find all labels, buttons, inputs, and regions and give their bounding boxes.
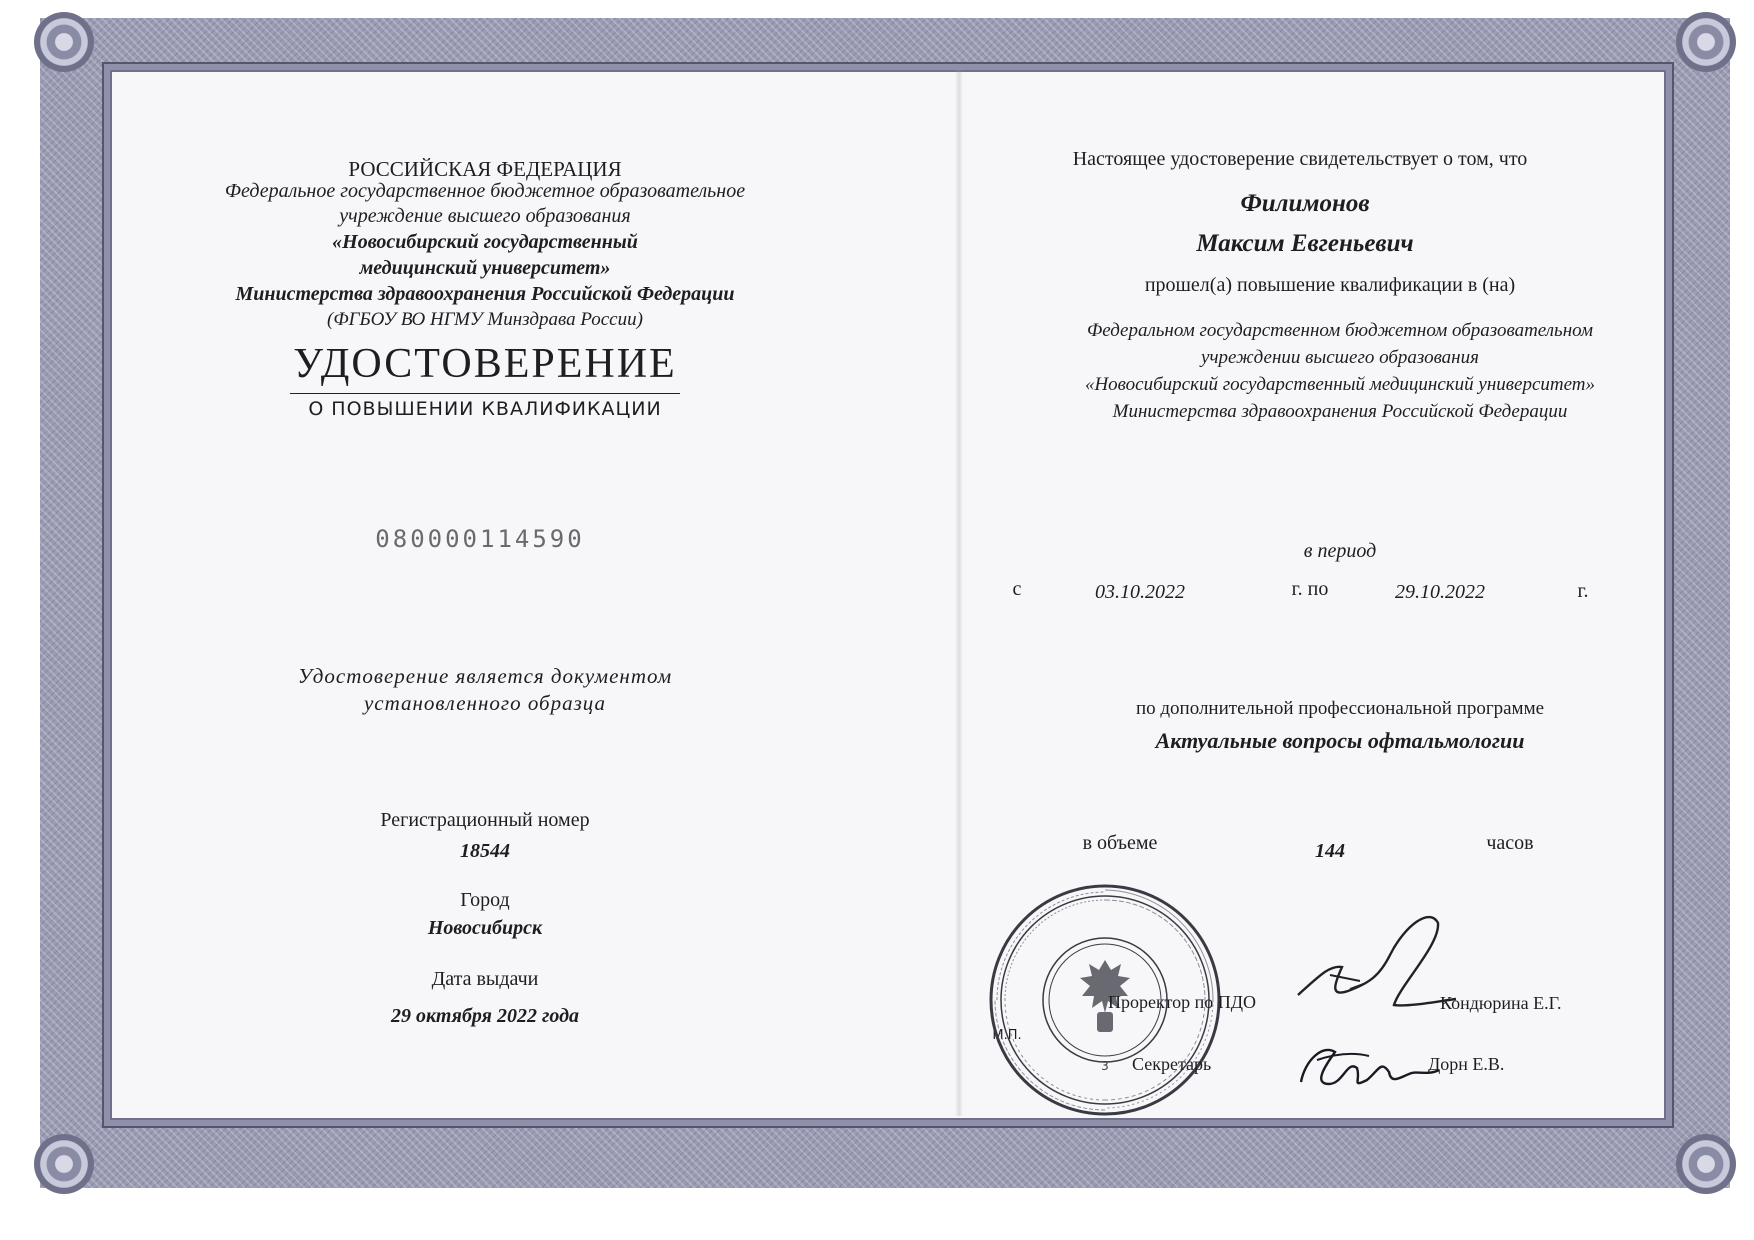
to-label: г. по xyxy=(1291,578,1329,600)
volume-value: 144 xyxy=(1315,840,1345,862)
signature-secretary-icon xyxy=(1295,1030,1445,1100)
signer2-name: Дорн Е.В. xyxy=(1428,1054,1505,1074)
signer1-role: Проректор по ПДО xyxy=(1108,992,1257,1012)
signature-vice-rector-icon xyxy=(1290,905,1460,1025)
issue-date-value: 29 октября 2022 года xyxy=(390,1005,580,1027)
serial-number: 080000114590 xyxy=(375,525,585,553)
signer2-role: Секретарь xyxy=(1132,1054,1212,1074)
org-line: учреждение высшего образования xyxy=(339,205,631,227)
hours-label: часов xyxy=(1486,832,1534,854)
date-from: 03.10.2022 xyxy=(1095,581,1185,603)
signer1-name: Кондюрина Е.Г. xyxy=(1440,993,1562,1013)
svg-text:3: 3 xyxy=(1101,1059,1109,1073)
corner-ornament-icon xyxy=(1676,12,1736,72)
note-line: Удостоверение является документом xyxy=(297,664,673,688)
corner-ornament-icon xyxy=(34,1134,94,1194)
corner-ornament-icon xyxy=(34,12,94,72)
period-label: в период xyxy=(1303,540,1377,562)
corner-ornament-icon xyxy=(1676,1134,1736,1194)
institution-line: Федеральном государственном бюджетном образовательном xyxy=(1086,320,1594,341)
note-line: установленного образца xyxy=(363,691,607,715)
institution-line: Министерства здравоохранения Российской Федерации xyxy=(1112,401,1568,422)
program-label: по дополнительной профессиональной программе xyxy=(1135,698,1545,719)
volume-label: в объеме xyxy=(1082,832,1158,854)
given-names: Максим Евгеньевич xyxy=(1196,230,1414,257)
center-fold xyxy=(955,70,963,1116)
year-suffix: г. xyxy=(1577,580,1589,602)
reg-number-label: Регистрационный номер xyxy=(380,809,590,831)
institution-line: учреждении высшего образования xyxy=(1201,347,1479,368)
from-label: с xyxy=(1012,578,1022,600)
institution-line: «Новосибирский государственный медицинский университет» xyxy=(1084,374,1596,395)
passed-text: прошел(а) повышение квалификации в (на) xyxy=(1144,274,1516,296)
issue-date-label: Дата выдачи xyxy=(431,968,539,990)
program-name: Актуальные вопросы офтальмологии xyxy=(1155,728,1525,753)
org-abbreviation: (ФГБОУ ВО НГМУ Минздрава России) xyxy=(327,309,643,330)
org-line: Министерства здравоохранения Российской Федерации xyxy=(235,283,735,305)
city-label: Город xyxy=(460,889,510,911)
country-heading: РОССИЙСКАЯ ФЕДЕРАЦИЯ xyxy=(348,157,622,181)
org-line: медицинский университет» xyxy=(359,257,611,279)
stamp-place-mark: М.П. xyxy=(992,1028,1022,1043)
surname: Филимонов xyxy=(1240,190,1370,217)
date-to: 29.10.2022 xyxy=(1395,581,1485,603)
intro-text: Настоящее удостоверение свидетельствует о том, что xyxy=(1072,148,1528,170)
document-subtitle: О ПОВЫШЕНИИ КВАЛИФИКАЦИИ xyxy=(308,398,662,420)
city-value: Новосибирск xyxy=(427,917,543,939)
document-title: УДОСТОВЕРЕНИЕ xyxy=(293,341,677,387)
title-divider xyxy=(290,393,680,394)
reg-number-value: 18544 xyxy=(460,840,510,862)
org-line: «Новосибирский государственный xyxy=(332,231,638,253)
org-line: Федеральное государственное бюджетное образовательное xyxy=(224,180,746,202)
